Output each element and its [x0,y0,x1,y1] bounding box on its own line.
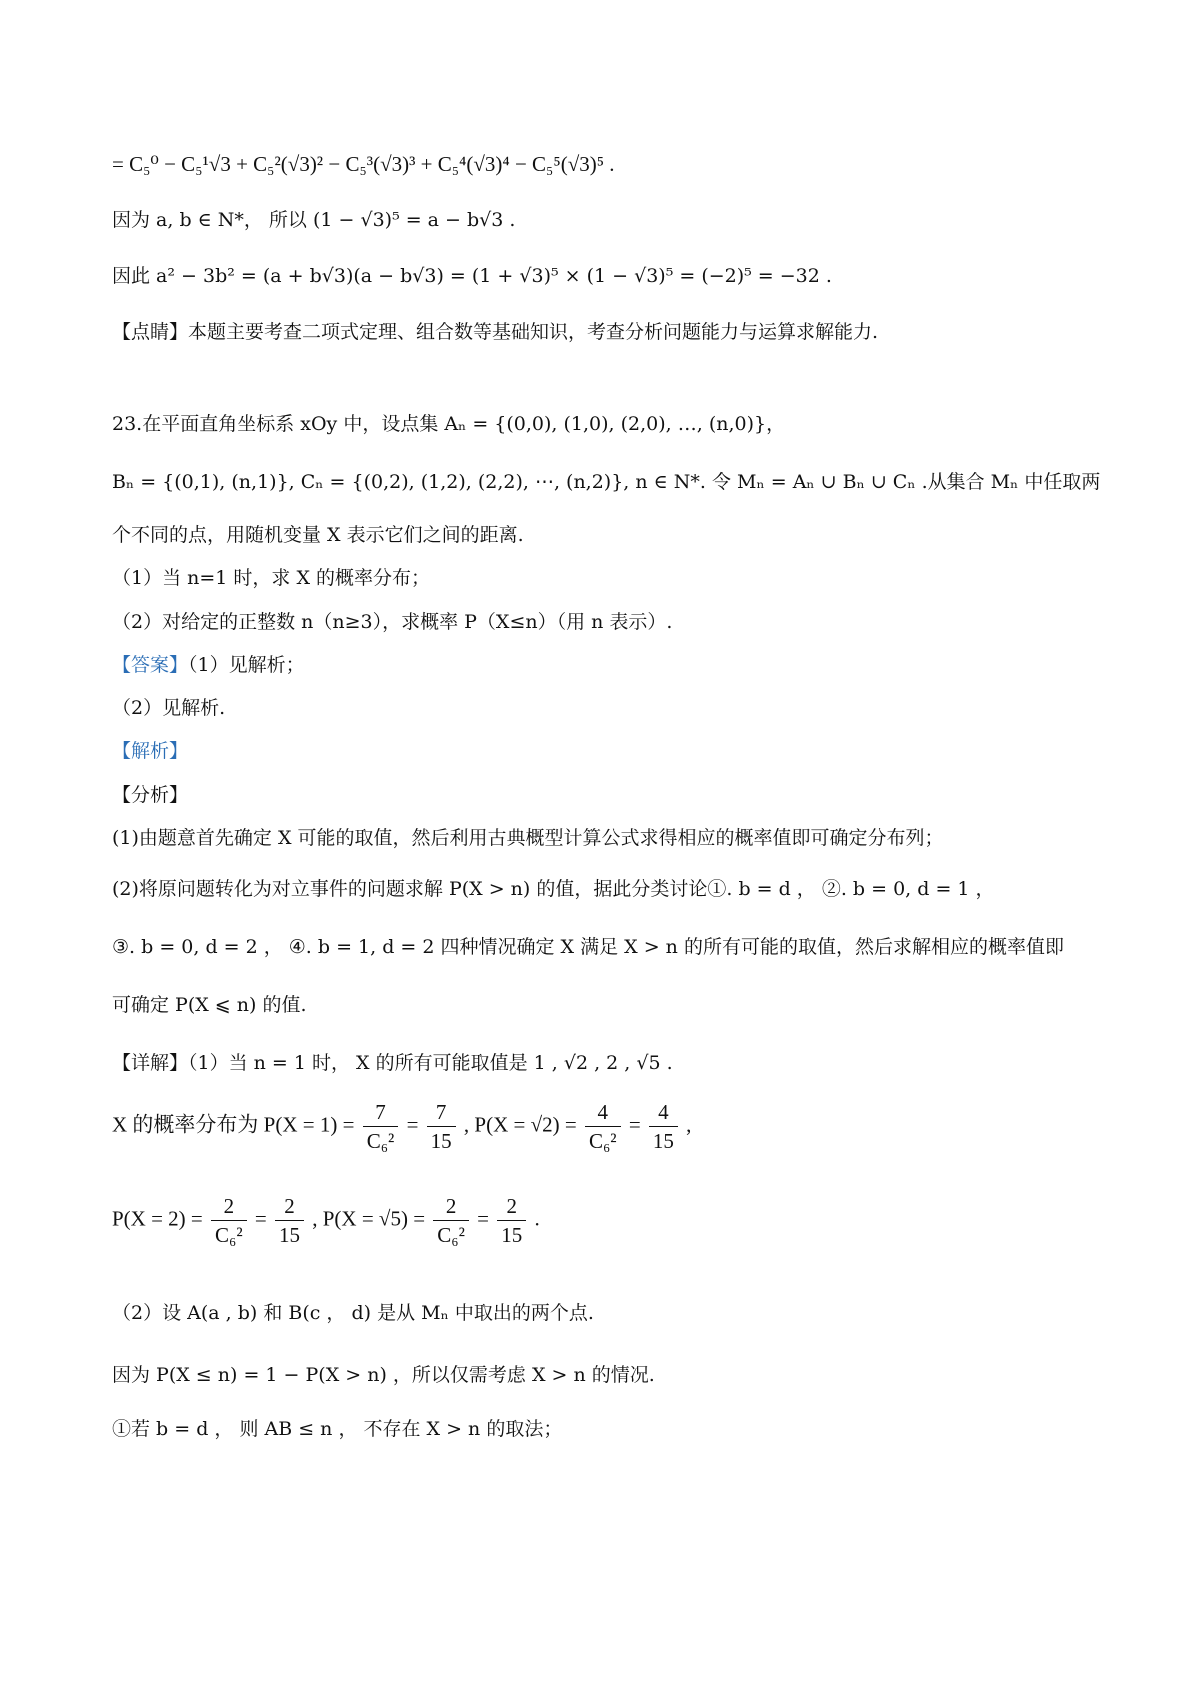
fraction: $\frac{7}{15}$ [427,1098,456,1155]
formula-text: = [628,1112,641,1137]
answer-tag: 【答案】 [112,654,189,676]
problem-statement: 个不同的点，用随机变量 X 表示它们之间的距离. [112,524,524,546]
analysis-text: ③. b = 0, d = 2 ， ④. b = 1, d = 2 四种情况确定 X 满足 X > n 的所有可能的取值，然后求解相应的概率值即 [112,936,1064,958]
solution-line: 因为 P(X ≤ n) = 1 − P(X > n) ，所以仅需考虑 X > n 的情况. [112,1364,655,1386]
formula-text: , [686,1112,692,1137]
analysis-text: (2)将原问题转化为对立事件的问题求解 P(X > n) 的值，据此分类讨论①. b = d ， ②. b = 0, d = 1 ， [112,878,995,900]
formula-text: = [254,1206,267,1231]
question-part-1: （1）当 n=1 时，求 X 的概率分布； [112,567,431,589]
formula-text: , P(X = √2) = [463,1112,577,1137]
answer-text: （1）见解析； [188,654,305,676]
solution-line: 【详解】（1）当 n = 1 时， X 的所有可能取值是 1 , √2 , 2 , √5 . [112,1052,673,1074]
question-part-2: （2）对给定的正整数 n（n≥3），求概率 P（X≤n）（用 n 表示）. [112,611,673,633]
answer-line: （2）见解析. [112,697,226,719]
fraction: $\frac{2}{\text{C₆²}}$ [433,1192,469,1249]
fraction: $\frac{2}{\text{C₆²}}$ [211,1192,247,1249]
binomial-expansion-line: = C₅⁰ − C₅¹√3 + C₅²(√3)² − C₅³(√3)³ + C₅⁴(√3)⁴ − C₅⁵(√3)⁵ . [112,152,615,176]
answer-line [112,648,1110,682]
fraction: $\frac{4}{\text{C₆²}}$ [585,1098,621,1155]
formula-text: . [534,1206,540,1231]
formula-text: X 的概率分布为 P(X = 1) = [112,1112,355,1137]
analysis-text: (1)由题意首先确定 X 可能的取值，然后利用古典概型计算公式求得相应的概率值即可确定分布列； [112,827,944,849]
fraction: $\frac{2}{15}$ [497,1192,526,1249]
probability-distribution-line [112,1098,1110,1155]
formula-text: P(X = 2) = [112,1206,203,1231]
solution-line: ①若 b = d ， 则 AB ≤ n ， 不存在 X > n 的取法； [112,1418,563,1440]
remark-line: 【点睛】本题主要考查二项式定理、组合数等基础知识，考查分析问题能力与运算求解能力. [112,321,879,343]
solution-line: （2）设 A(a , b) 和 B(c ， d) 是从 Mₙ 中取出的两个点. [112,1302,594,1324]
text-line: 因此 a² − 3b² = (a + b√3)(a − b√3) = (1 + √3)⁵ × (1 − √3)⁵ = (−2)⁵ = −32 . [112,265,832,287]
analysis-tag: 【解析】 [112,740,189,762]
probability-distribution-line [112,1192,1110,1249]
formula-text: , P(X = √5) = [312,1206,426,1231]
problem-statement: Bₙ = {(0,1), (n,1)}, Cₙ = {(0,2), (1,2), (2,2), ⋯, (n,2)}, n ∈ N*. 令 Mₙ = Aₙ ∪ Bₙ ∪ Cₙ .从集合 Mₙ 中任取两 [112,471,1101,493]
problem-statement: 23.在平面直角坐标系 xOy 中，设点集 Aₙ = {(0,0), (1,0), (2,0), …, (n,0)}， [112,413,786,435]
fraction: $\frac{2}{15}$ [275,1192,304,1249]
formula-text: = [406,1112,419,1137]
text-line: 因为 a, b ∈ N*， 所以 (1 − √3)⁵ = a − b√3 . [112,209,516,231]
fraction: $\frac{7}{\text{C₆²}}$ [363,1098,399,1155]
analysis-heading: 【分析】 [112,784,189,806]
analysis-text: 可确定 P(X ⩽ n) 的值. [112,994,307,1016]
formula-text: = [477,1206,490,1231]
fraction: $\frac{4}{15}$ [649,1098,678,1155]
